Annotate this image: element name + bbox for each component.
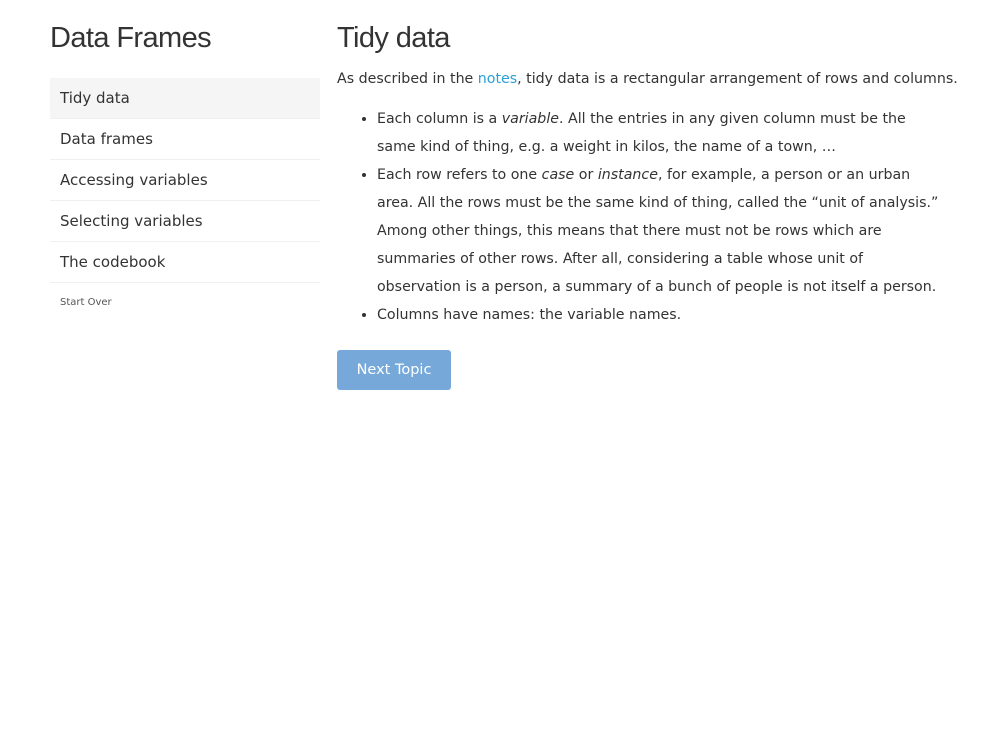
bullet-text: . All the entries in any given column must be the same kind of thing, e.g. a weight in kilos, the name of a town, … — [377, 111, 906, 155]
main-content — [337, 20, 958, 390]
intro-text-before: As described in the — [337, 71, 478, 87]
start-over-link[interactable]: Start Over — [60, 297, 112, 308]
bullet-text: Columns have names: the variable names. — [377, 307, 682, 323]
bullet-text: Each column is a — [377, 111, 502, 127]
next-topic-button[interactable]: Next Topic — [337, 350, 451, 390]
bullet-item — [377, 105, 942, 161]
bullet-text: or — [574, 167, 598, 183]
bullet-text: Each row refers to one — [377, 167, 542, 183]
topic-item-the-codebook[interactable]: The codebook — [50, 242, 320, 283]
topic-list — [50, 78, 320, 283]
notes-link[interactable]: notes — [477, 71, 518, 87]
topic-item-accessing-variables[interactable]: Accessing variables — [50, 160, 320, 201]
bullet-item — [377, 301, 942, 329]
bullet-emphasis: case — [541, 167, 575, 183]
topic-item-data-frames[interactable]: Data frames — [50, 119, 320, 160]
intro-text-after: , tidy data is a rectangular arrangement of rows and columns. — [517, 71, 958, 87]
intro-paragraph — [337, 68, 958, 90]
section-title: Tidy data — [337, 22, 450, 54]
sidebar — [50, 20, 320, 309]
bullet-emphasis: instance — [597, 167, 658, 183]
bullet-item — [377, 161, 942, 301]
topic-item-tidy-data[interactable]: Tidy data — [50, 78, 320, 119]
bullet-list — [337, 105, 942, 329]
tutorial-title: Data Frames — [50, 22, 211, 54]
topic-item-selecting-variables[interactable]: Selecting variables — [50, 201, 320, 242]
bullet-emphasis: variable — [501, 111, 559, 127]
bullet-text: , for example, a person or an urban area. All the rows must be the same kind of thing, called the “unit of analysis.” Among other things, this means that there must not be rows which are summaries of other rows. After all, considering a table whose unit of observation is a person, a summary of a bunch of people is not itself a person. — [377, 167, 939, 295]
